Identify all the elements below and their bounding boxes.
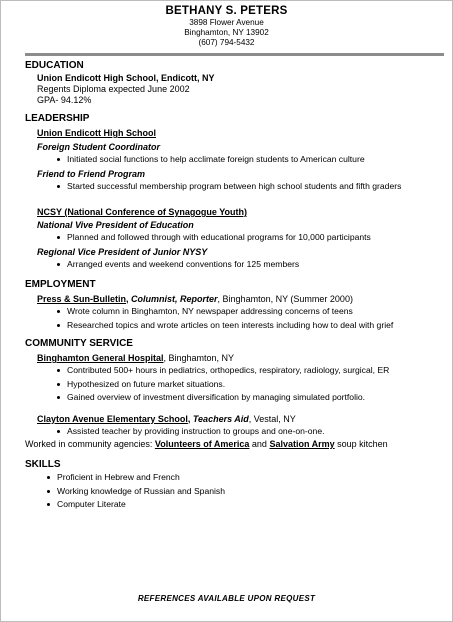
role-4-bullets bbox=[37, 258, 444, 272]
community-agencies: Worked in community agencies: Volunteers of America and Salvation Army soup kitchen bbox=[25, 439, 388, 449]
education-diploma: Regents Diploma expected June 2002 bbox=[37, 84, 190, 94]
bullet-item bbox=[57, 153, 444, 167]
education-gpa: GPA- 94.12% bbox=[37, 95, 92, 105]
bullet-text: Assisted teacher by providing instruction to groups and one-on-one. bbox=[67, 425, 325, 436]
bullet-text: Initiated social functions to help acclimate foreign students to American culture bbox=[67, 154, 365, 164]
resume-body bbox=[25, 60, 444, 512]
role-3-bullets bbox=[37, 231, 444, 245]
community-org-1: Binghamton General Hospital, Binghamton, NY bbox=[37, 353, 235, 363]
bullet-dot-icon bbox=[57, 383, 60, 386]
employer-name: Press & Sun-Bulletin bbox=[37, 294, 127, 304]
bullet-text: Wrote column in Binghamton, NY newspaper addressing concerns of teens bbox=[67, 306, 353, 316]
bullet-item bbox=[57, 364, 444, 378]
community-org-1-name: Binghamton General Hospital bbox=[37, 353, 164, 363]
bullet-dot-icon bbox=[57, 310, 60, 313]
bullet-dot-icon bbox=[57, 430, 60, 433]
resume-header bbox=[1, 5, 452, 48]
role-1-bullets bbox=[37, 153, 444, 167]
bullet-item bbox=[57, 180, 444, 194]
bullet-dot-icon bbox=[57, 158, 60, 161]
bullet-text: Computer Literate bbox=[57, 499, 126, 509]
city-line: Binghamton, NY 13902 bbox=[184, 28, 269, 37]
bullet-dot-icon bbox=[57, 324, 60, 327]
bullet-item bbox=[57, 231, 444, 245]
agency-salvation-army: Salvation Army bbox=[269, 439, 335, 449]
community-org-2: Clayton Avenue Elementary School, Teachers Aid, Vestal, NY bbox=[37, 413, 296, 424]
bullet-text: Started successful membership program between high school students and fifth graders bbox=[67, 180, 402, 191]
section-heading-education: EDUCATION bbox=[25, 60, 84, 71]
education-school: Union Endicott High School, Endicott, NY bbox=[37, 73, 215, 83]
agency-volunteers: Volunteers of America bbox=[154, 439, 250, 449]
bullet-text: Planned and followed through with educational programs for 10,000 participants bbox=[67, 232, 371, 242]
bullet-text: Working knowledge of Russian and Spanish bbox=[57, 485, 225, 496]
candidate-name: BETHANY S. PETERS bbox=[165, 5, 288, 17]
bullet-text: Proficient in Hebrew and French bbox=[57, 472, 180, 482]
bullet-dot-icon bbox=[57, 236, 60, 239]
address-line: 3898 Flower Avenue bbox=[189, 18, 264, 27]
leadership-role-4: Regional Vice President of Junior NYSY bbox=[37, 246, 208, 257]
bullet-text: Contributed 500+ hours in pediatrics, orthopedics, respiratory, radiology, surgical, ER bbox=[67, 365, 390, 375]
leadership-section bbox=[25, 113, 444, 271]
references-note: REFERENCES AVAILABLE UPON REQUEST bbox=[137, 594, 316, 603]
bullet-dot-icon bbox=[57, 396, 60, 399]
leadership-role-2: Friend to Friend Program bbox=[37, 168, 146, 179]
bullet-text: Arranged events and weekend conventions for 125 members bbox=[67, 258, 300, 269]
bullet-text: Gained overview of investment diversification by managing simulated portfolio. bbox=[67, 392, 366, 402]
leadership-block bbox=[25, 128, 444, 271]
employment-bullets bbox=[37, 305, 444, 332]
section-heading-community: COMMUNITY SERVICE bbox=[25, 338, 133, 349]
bullet-dot-icon bbox=[57, 369, 60, 372]
employment-entry: Press & Sun-Bulletin, Columnist, Reporter, Binghamton, NY (Summer 2000) bbox=[37, 294, 353, 304]
bullet-dot-icon bbox=[47, 476, 50, 479]
bullet-text: Hypothesized on future market situations. bbox=[67, 378, 226, 389]
bullet-item bbox=[57, 378, 444, 392]
section-heading-skills: SKILLS bbox=[25, 459, 61, 470]
employment-position: Columnist, Reporter bbox=[131, 294, 218, 304]
community-org-2-name: Clayton Avenue Elementary School bbox=[37, 413, 188, 424]
education-block bbox=[25, 73, 444, 106]
leadership-org-1: Union Endicott High School bbox=[37, 128, 156, 138]
header-divider bbox=[25, 53, 444, 56]
community-org-1-bullets bbox=[37, 364, 444, 405]
community-section bbox=[25, 338, 444, 450]
bullet-item bbox=[57, 258, 444, 272]
bullet-item bbox=[57, 305, 444, 319]
bullet-dot-icon bbox=[57, 263, 60, 266]
employment-block bbox=[25, 294, 444, 332]
leadership-role-1: Foreign Student Coordinator bbox=[37, 142, 160, 152]
education-section bbox=[25, 60, 444, 106]
skills-section bbox=[25, 459, 444, 512]
bullet-item bbox=[47, 485, 444, 499]
bullet-item bbox=[47, 471, 444, 485]
community-org-2-role: Teachers Aid bbox=[192, 413, 249, 424]
phone-line: (607) 794-5432 bbox=[198, 38, 255, 47]
community-org-2-bullets bbox=[37, 425, 444, 439]
bullet-item bbox=[57, 425, 444, 439]
bullet-dot-icon bbox=[57, 185, 60, 188]
leadership-role-3: National Vive President of Education bbox=[37, 220, 194, 230]
employment-section bbox=[25, 279, 444, 332]
section-heading-employment: EMPLOYMENT bbox=[25, 279, 96, 290]
bullet-dot-icon bbox=[47, 490, 50, 493]
role-2-bullets bbox=[37, 180, 444, 194]
employment-details: , Binghamton, NY (Summer 2000) bbox=[217, 294, 353, 304]
leadership-org-2: NCSY (National Conference of Synagogue Youth) bbox=[37, 207, 248, 217]
bullet-text: Researched topics and wrote articles on teen interests including how to deal with grief bbox=[67, 319, 394, 330]
bullet-item bbox=[47, 498, 444, 512]
community-block bbox=[25, 353, 444, 438]
bullet-item bbox=[57, 391, 444, 405]
skills-bullets bbox=[25, 471, 444, 512]
bullet-item bbox=[57, 319, 444, 333]
section-heading-leadership: LEADERSHIP bbox=[25, 113, 90, 124]
bullet-dot-icon bbox=[47, 503, 50, 506]
